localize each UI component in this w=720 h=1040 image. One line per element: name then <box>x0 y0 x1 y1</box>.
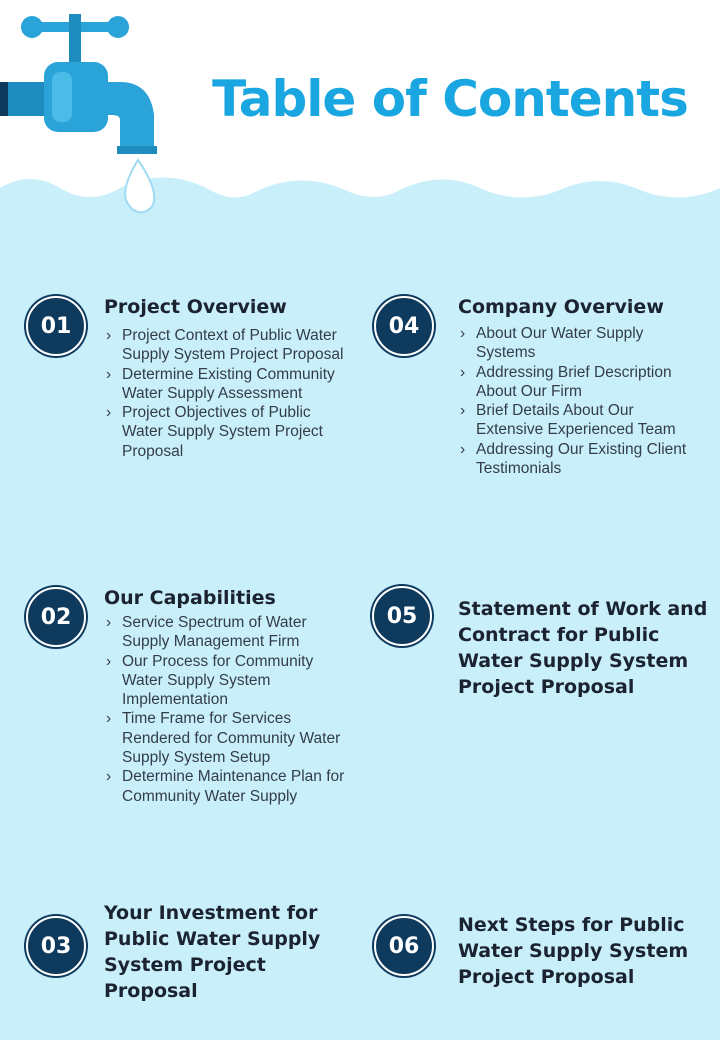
list-item: › Determine Maintenance Plan for Community Water Supply <box>104 767 354 806</box>
list-item: › Project Objectives of Public Water Supply System Project Proposal <box>104 403 354 461</box>
section-number-badge: 01 <box>26 296 86 356</box>
section-number-badge: 05 <box>372 586 432 646</box>
list-item: › Brief Details About Our Extensive Experienced Team <box>458 401 698 440</box>
section-title: Project Overview <box>104 296 287 318</box>
water-drop-icon <box>125 160 154 212</box>
section-number-badge: 02 <box>26 587 86 647</box>
section-title: Statement of Work and Contract for Public Water Supply System Project Proposal <box>458 598 708 698</box>
toc-section-02[interactable] <box>26 585 356 815</box>
list-item: › Determine Existing Community Water Supply Assessment <box>104 365 354 404</box>
list-item: › Time Frame for Services Rendered for Community Water Supply System Setup <box>104 709 354 767</box>
section-title: Your Investment for Public Water Supply System Project Proposal <box>104 902 321 1002</box>
page-title: Table of Contents <box>212 70 688 128</box>
list-item: › Project Context of Public Water Supply System Project Proposal <box>104 326 354 365</box>
list-item: › Addressing Brief Description About Our Firm <box>458 363 698 402</box>
toc-section-05[interactable] <box>372 584 708 714</box>
list-item: › Addressing Our Existing Client Testimonials <box>458 440 698 479</box>
section-number-badge: 04 <box>374 296 434 356</box>
section-number-badge: 03 <box>26 916 86 976</box>
list-item: › Service Spectrum of Water Supply Management Firm <box>104 613 354 652</box>
toc-section-06[interactable] <box>372 912 702 1002</box>
list-item: › About Our Water Supply Systems <box>458 324 698 363</box>
section-title: Next Steps for Public Water Supply System Project Proposal <box>458 914 689 988</box>
list-item: › Our Process for Community Water Supply System Implementation <box>104 652 354 710</box>
section-items <box>104 613 354 806</box>
section-number-badge: 06 <box>374 916 434 976</box>
toc-section-03[interactable] <box>26 900 356 1010</box>
section-items <box>458 324 698 478</box>
toc-section-04[interactable] <box>372 294 702 494</box>
faucet-icon <box>0 0 170 225</box>
section-title: Company Overview <box>458 296 664 318</box>
section-title: Our Capabilities <box>104 587 276 609</box>
toc-section-01[interactable] <box>26 294 356 494</box>
section-items <box>104 326 354 461</box>
